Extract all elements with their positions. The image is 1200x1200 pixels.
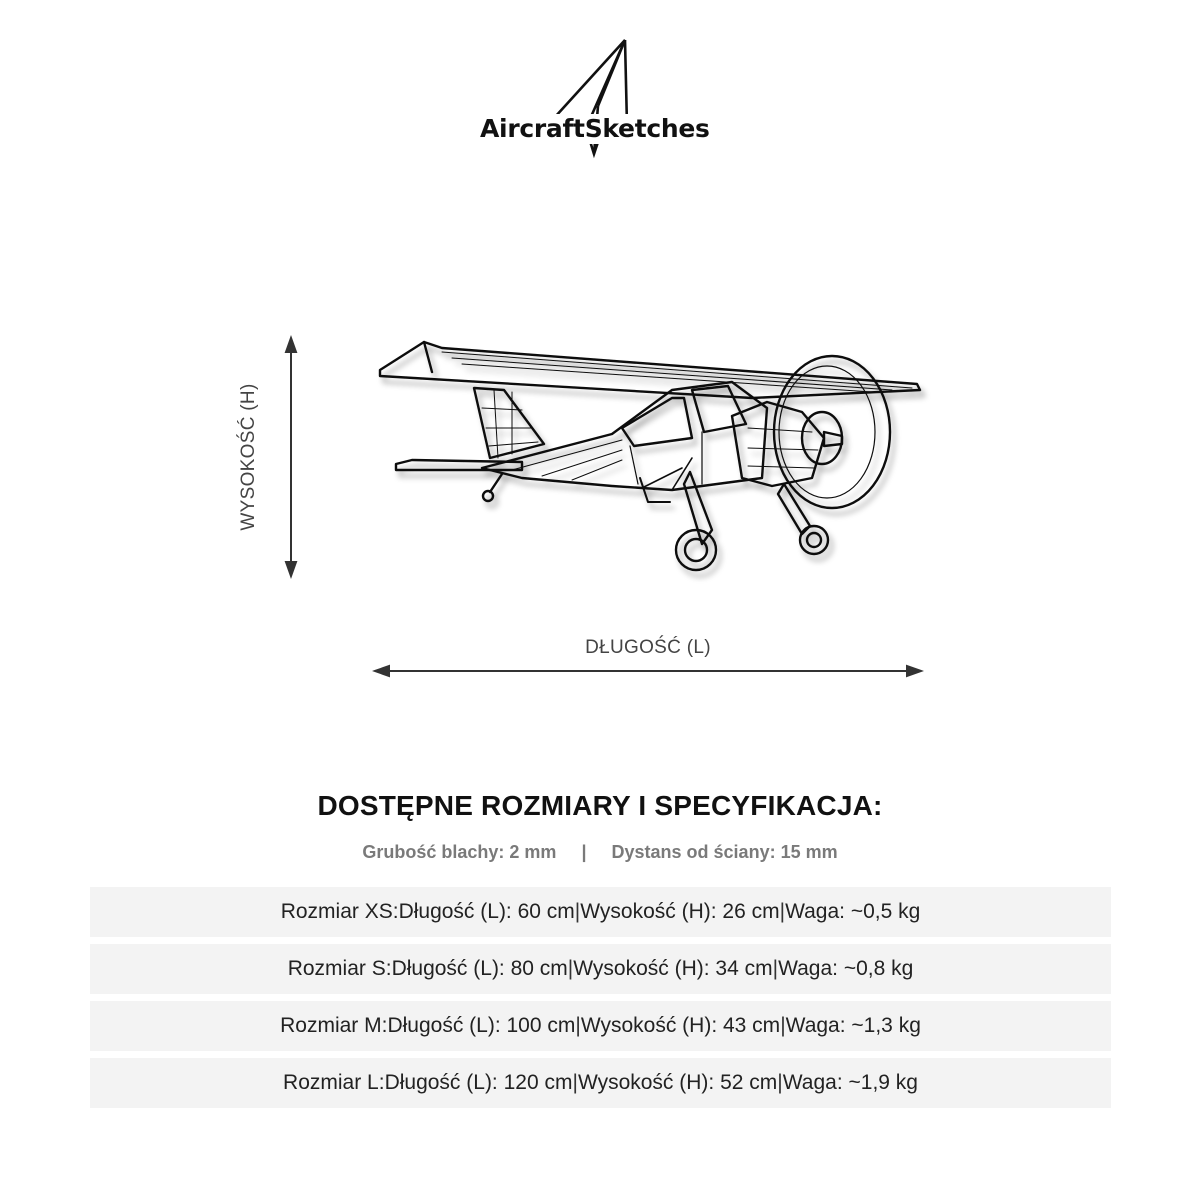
size-row-l: [90, 1058, 1111, 1108]
height-arrow-bottom-icon: [286, 562, 296, 576]
length-arrow-left-icon: [375, 666, 389, 676]
size-label: Rozmiar S:: [287, 957, 392, 980]
row-divider: |: [772, 957, 779, 980]
row-divider: |: [780, 1014, 786, 1037]
specs-title: DOSTĘPNE ROZMIARY I SPECYFIKACJA:: [317, 790, 883, 821]
size-table: [90, 887, 1111, 1115]
row-divider: |: [575, 1014, 581, 1037]
length-arrow-right-icon: [907, 666, 921, 676]
wall-distance: Dystans od ściany: 15 mm: [611, 842, 838, 862]
height-arrow-top-icon: [286, 338, 296, 352]
size-row-xs: [90, 887, 1111, 937]
size-label: Rozmiar M:: [280, 1014, 388, 1037]
size-weight: Waga: ~0,5 kg: [785, 900, 921, 923]
row-divider: |: [572, 1071, 578, 1094]
size-weight: Waga: ~1,9 kg: [782, 1071, 918, 1094]
size-height: Wysokość (H): 52 cm: [577, 1071, 778, 1094]
size-label: Rozmiar XS:: [280, 900, 399, 923]
size-row-s: [90, 944, 1111, 994]
size-length: Długość (L): 80 cm: [391, 957, 568, 980]
size-length: Długość (L): 120 cm: [384, 1071, 573, 1094]
specs-subtitle: [0, 842, 1200, 863]
size-height: Wysokość (H): 34 cm: [573, 957, 773, 980]
propeller-spinner: [802, 412, 842, 464]
fuselage: [482, 382, 767, 490]
cockpit-window-front: [692, 386, 746, 432]
height-dimension-label: WYSOKOŚĆ (H): [238, 383, 259, 531]
cockpit-window: [622, 398, 692, 446]
size-length: Długość (L): 100 cm: [387, 1014, 576, 1037]
aircraft-sketch-icon: [372, 328, 932, 588]
subtitle-divider: |: [581, 842, 587, 862]
size-label: Rozmiar L:: [283, 1071, 385, 1094]
size-weight: Waga: ~1,3 kg: [785, 1014, 921, 1037]
size-height: Wysokość (H): 43 cm: [580, 1014, 781, 1037]
size-length: Długość (L): 60 cm: [398, 900, 575, 923]
nose-wheel: [800, 526, 828, 554]
size-height: Wysokość (H): 26 cm: [580, 900, 780, 923]
brand-name: AircraftSketches: [480, 114, 710, 143]
engine-cowling: [732, 402, 824, 486]
sheet-thickness: Grubość blachy: 2 mm: [362, 842, 557, 862]
tail-wheel: [483, 491, 493, 501]
row-divider: |: [574, 900, 581, 923]
size-row-m: [90, 1001, 1111, 1051]
row-divider: |: [567, 957, 574, 980]
size-weight: Waga: ~0,8 kg: [778, 957, 914, 980]
row-divider: |: [777, 1071, 783, 1094]
length-dimension-label: DŁUGOŚĆ (L): [585, 637, 711, 658]
main-wheel: [676, 530, 716, 570]
propeller-disc: [774, 356, 890, 508]
row-divider: |: [779, 900, 786, 923]
tail-fin: [474, 388, 544, 458]
